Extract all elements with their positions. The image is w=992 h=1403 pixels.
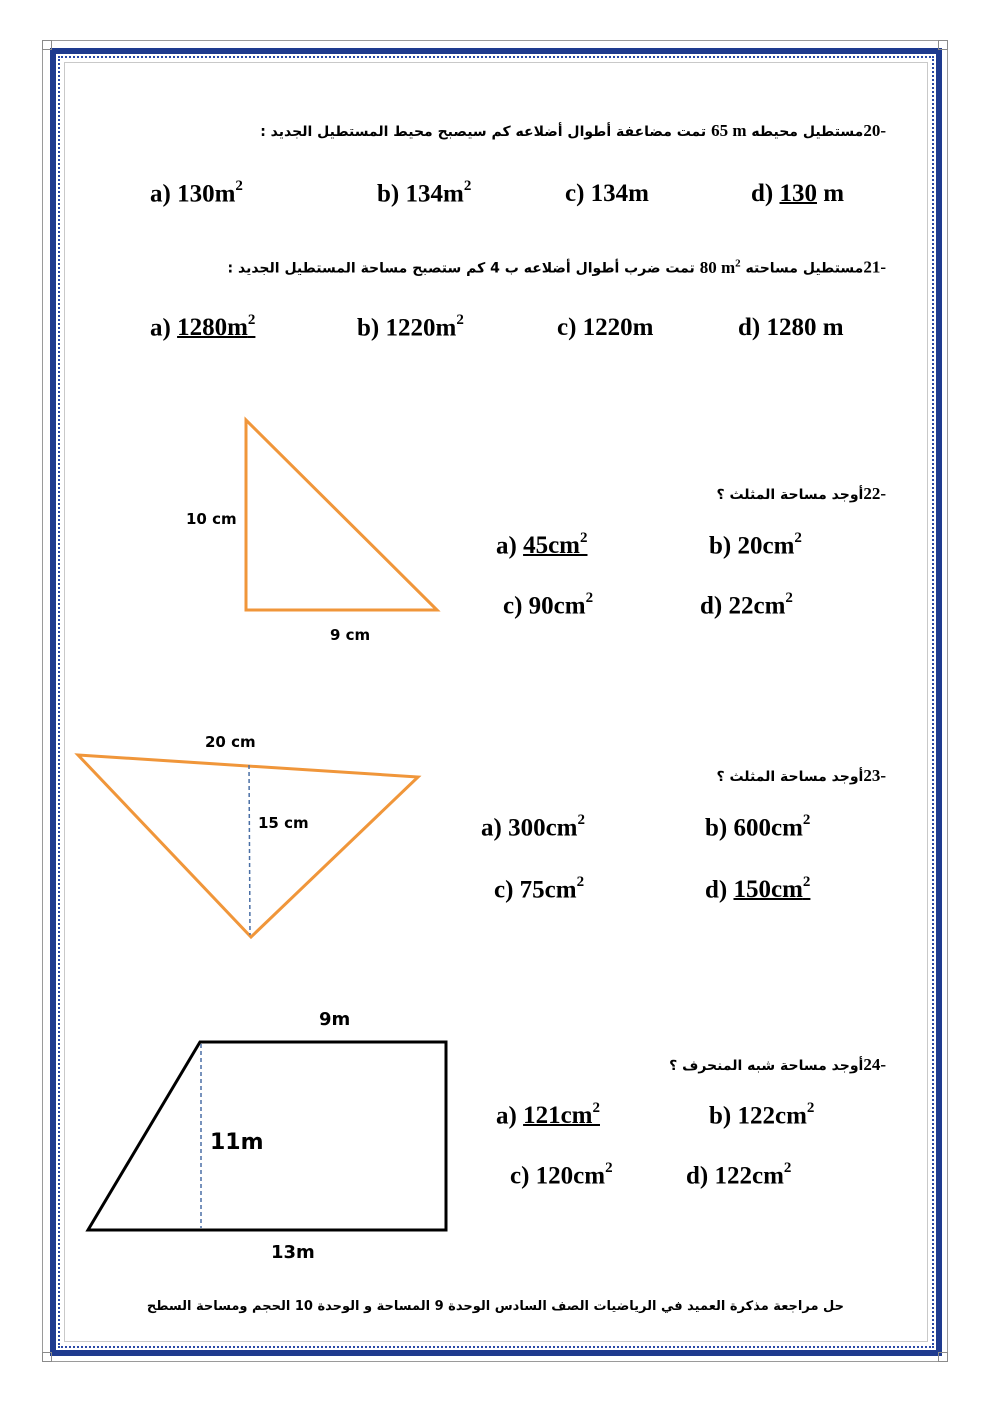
question-number: -21	[863, 257, 886, 277]
option-24-c[interactable]	[510, 1162, 613, 1190]
option-24-a[interactable]	[496, 1102, 600, 1130]
option-letter: a)	[496, 532, 517, 560]
option-value: 75cm	[519, 876, 577, 904]
option-letter: b)	[705, 814, 728, 842]
question-text: أوجد مساحة المثلث ؟	[716, 769, 864, 785]
option-letter: b)	[709, 1102, 732, 1130]
option-letter: b)	[377, 180, 400, 208]
option-sup: 2	[580, 530, 588, 546]
trapezoid-top-label: 9m	[319, 1009, 351, 1030]
question-text-part: تمت ضرب أطوال أضلاعه ب 4 كم ستصبح مساحة المستطيل الجديد :	[227, 260, 700, 277]
option-sup: 2	[785, 590, 793, 606]
option-sup: 2	[576, 874, 585, 890]
option-value: 1280m	[177, 314, 248, 342]
trapezoid-bottom-label: 13m	[271, 1242, 315, 1263]
question-number: -23	[863, 766, 886, 785]
option-letter: c)	[503, 592, 523, 620]
option-letter: d)	[705, 876, 728, 904]
option-sup: 2	[806, 1100, 815, 1116]
option-22-a[interactable]	[496, 532, 588, 560]
option-letter: c)	[565, 180, 585, 207]
option-sup: 2	[794, 530, 802, 546]
question-value-sup: 2	[735, 257, 741, 269]
option-sup: 2	[456, 312, 464, 328]
option-24-d[interactable]	[686, 1162, 791, 1190]
option-value: 122cm	[714, 1162, 784, 1190]
question-22	[716, 484, 886, 504]
right-triangle-figure	[246, 420, 437, 610]
question-number: -20	[863, 121, 886, 140]
option-sup: 2	[235, 178, 243, 194]
option-letter: b)	[709, 532, 732, 560]
option-23-b[interactable]	[705, 814, 810, 842]
option-sup: 2	[247, 312, 256, 328]
option-value: 134m	[405, 180, 464, 208]
option-23-a[interactable]	[481, 814, 585, 842]
option-value: 90cm	[528, 592, 586, 620]
option-22-c[interactable]	[503, 592, 593, 620]
option-value: 130m	[177, 180, 236, 208]
option-sup: 2	[463, 178, 472, 194]
question-24	[669, 1055, 886, 1075]
option-sup: 2	[577, 812, 585, 828]
option-23-d[interactable]	[705, 876, 810, 904]
option-letter: d)	[738, 314, 761, 341]
triangle-height-label: 10 cm	[186, 510, 237, 528]
option-sup: 2	[783, 1160, 792, 1176]
option-value-correct: 130	[779, 180, 817, 207]
option-letter: c)	[557, 314, 577, 341]
triangle-height-label: 15 cm	[258, 814, 309, 832]
option-letter: d)	[751, 180, 774, 207]
option-letter: c)	[510, 1162, 530, 1190]
option-letter: a)	[496, 1102, 517, 1130]
option-letter: c)	[494, 876, 514, 904]
option-value: 1220m	[385, 314, 457, 342]
question-number: -24	[863, 1055, 886, 1074]
option-sup: 2	[592, 1100, 600, 1116]
option-sup: 2	[585, 590, 594, 606]
question-23	[716, 766, 886, 786]
triangle-base-label: 9 cm	[330, 626, 371, 644]
trapezoid-shape	[88, 1042, 446, 1230]
option-value-correct	[523, 532, 587, 559]
option-value: 122cm	[737, 1102, 807, 1130]
option-value: 1280 m	[766, 314, 844, 341]
option-22-b[interactable]	[709, 532, 802, 560]
triangle-base-label: 20 cm	[205, 733, 256, 751]
question-text-part: مستطيل محيطه	[746, 124, 864, 140]
question-text: أوجد مساحة المثلث ؟	[716, 487, 864, 503]
option-value: 22cm	[728, 592, 786, 620]
triangle-height-line	[249, 765, 250, 935]
trapezoid-height-label: 11m	[210, 1130, 264, 1155]
question-value: 65 m	[711, 121, 747, 140]
option-24-b[interactable]	[709, 1102, 814, 1130]
question-text-part: مستطيل مساحته	[740, 260, 864, 277]
option-sup: 2	[605, 1160, 613, 1176]
option-letter: b)	[357, 314, 380, 342]
option-value: 121cm	[523, 1102, 593, 1130]
option-value: 120cm	[535, 1162, 606, 1190]
option-value-correct	[733, 876, 810, 903]
option-unit: m	[816, 180, 845, 207]
obtuse-triangle-shape	[78, 755, 418, 937]
option-letter: a)	[481, 814, 502, 842]
right-triangle-shape	[246, 420, 437, 610]
option-value: 134m	[590, 180, 649, 207]
page-footer: حل مراجعة مذكرة العميد في الرياضيات الصف السادس الوحدة 9 المساحة و الوحدة 10 الحجم ومساحة السطح	[146, 1299, 844, 1314]
option-value: 20cm	[737, 532, 795, 560]
question-text-part: تمت مضاعفة أطوال أضلاعه كم سيصبح محيط المستطيل الجديد :	[260, 124, 712, 140]
option-value: 300cm	[508, 814, 578, 842]
option-value-correct	[523, 1102, 600, 1129]
question-text: أوجد مساحة شبه المنحرف ؟	[669, 1058, 864, 1074]
option-22-d[interactable]	[700, 592, 793, 620]
question-number: -22	[863, 484, 886, 503]
option-letter: d)	[686, 1162, 709, 1190]
option-sup: 2	[802, 874, 811, 890]
option-letter: d)	[700, 592, 723, 620]
option-sup: 2	[802, 812, 811, 828]
option-letter: a)	[150, 314, 171, 342]
option-letter: a)	[150, 180, 171, 208]
option-value: 600cm	[733, 814, 803, 842]
option-value: 1220m	[582, 314, 654, 341]
obtuse-triangle-figure	[78, 755, 418, 937]
option-23-c[interactable]	[494, 876, 584, 904]
trapezoid-figure	[88, 1042, 446, 1230]
option-value: 150cm	[733, 876, 803, 904]
question-value-text: 80 m	[699, 257, 736, 277]
option-value: 45cm	[523, 532, 580, 560]
